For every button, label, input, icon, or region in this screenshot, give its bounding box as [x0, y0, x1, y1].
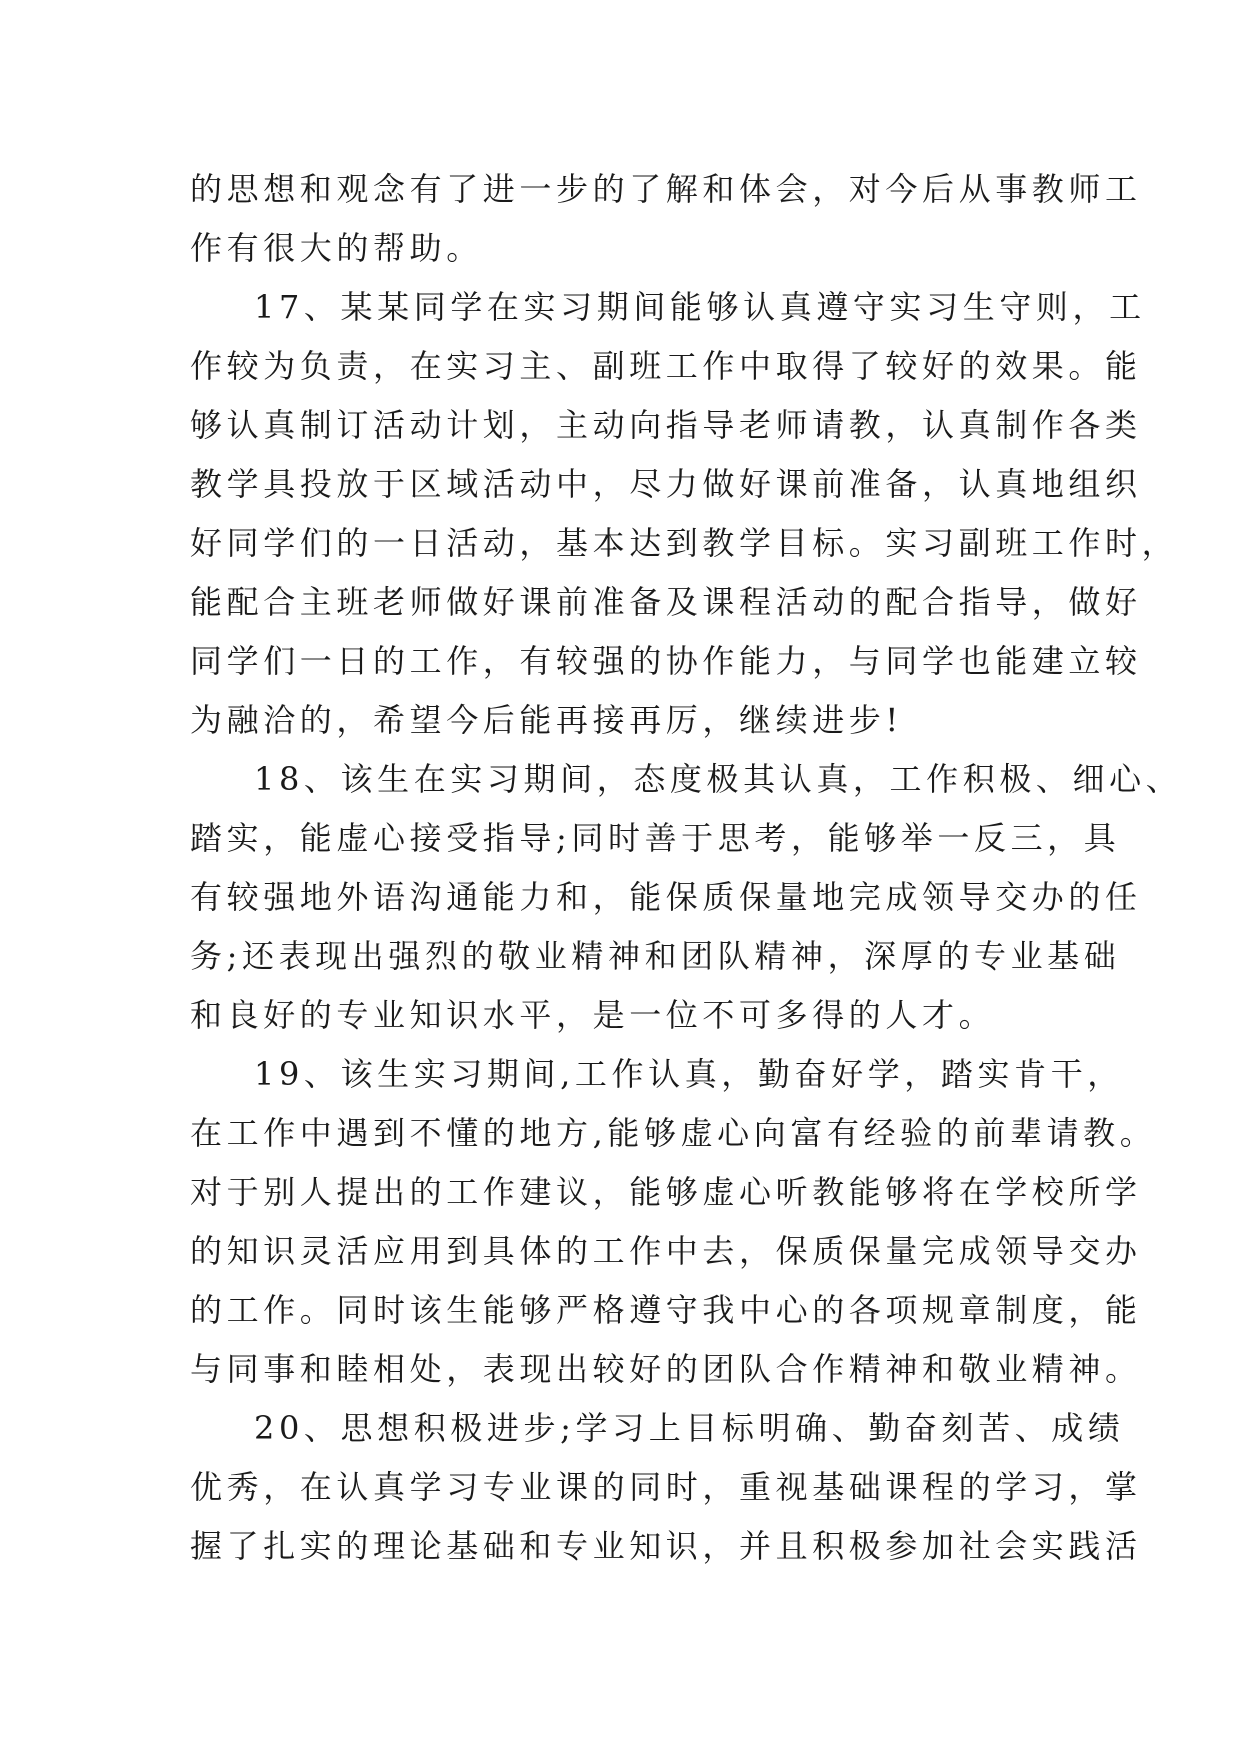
text-line: 优秀，在认真学习专业课的同时，重视基础课程的学习，掌 — [190, 1468, 1142, 1506]
text-line: 能配合主班老师做好课前准备及课程活动的配合指导，做好 — [190, 583, 1142, 621]
text-line: 的思想和观念有了进一步的了解和体会，对今后从事教师工 — [190, 170, 1142, 208]
text-line: 的知识灵活应用到具体的工作中去，保质保量完成领导交办 — [190, 1232, 1142, 1270]
text-line: 教学具投放于区域活动中，尽力做好课前准备，认真地组织 — [190, 465, 1142, 503]
text-line: 作较为负责，在实习主、副班工作中取得了较好的效果。能 — [190, 347, 1142, 385]
text-line: 为融洽的，希望今后能再接再厉，继续进步! — [190, 701, 903, 739]
text-line: 18、该生在实习期间，态度极其认真，工作积极、细心、 — [254, 760, 1183, 798]
document-body — [190, 160, 1183, 1576]
text-line: 务;还表现出强烈的敬业精神和团队精神，深厚的专业基础 — [190, 937, 1121, 975]
text-line: 有较强地外语沟通能力和，能保质保量地完成领导交办的任 — [190, 878, 1142, 916]
text-line: 20、思想积极进步;学习上目标明确、勤奋刻苦、成绩 — [254, 1409, 1125, 1447]
text-line: 踏实，能虚心接受指导;同时善于思考，能够举一反三，具 — [190, 819, 1121, 857]
text-line: 好同学们的一日活动，基本达到教学目标。实习副班工作时， — [190, 524, 1179, 562]
text-line: 和良好的专业知识水平，是一位不可多得的人才。 — [190, 996, 996, 1034]
text-line: 的工作。同时该生能够严格遵守我中心的各项规章制度，能 — [190, 1291, 1142, 1329]
text-line: 在工作中遇到不懂的地方,能够虚心向富有经验的前辈请教。 — [190, 1114, 1157, 1152]
text-line: 对于别人提出的工作建议，能够虚心听教能够将在学校所学 — [190, 1173, 1142, 1211]
text-line: 17、某某同学在实习期间能够认真遵守实习生守则，工 — [254, 288, 1146, 326]
text-line: 19、该生实习期间,工作认真，勤奋好学，踏实肯干， — [254, 1055, 1124, 1093]
text-line: 同学们一日的工作，有较强的协作能力，与同学也能建立较 — [190, 642, 1142, 680]
text-line: 够认真制订活动计划，主动向指导老师请教，认真制作各类 — [190, 406, 1142, 444]
text-line: 握了扎实的理论基础和专业知识，并且积极参加社会实践活 — [190, 1527, 1142, 1565]
text-line: 作有很大的帮助。 — [190, 229, 483, 267]
text-line: 与同事和睦相处，表现出较好的团队合作精神和敬业精神。 — [190, 1350, 1142, 1388]
